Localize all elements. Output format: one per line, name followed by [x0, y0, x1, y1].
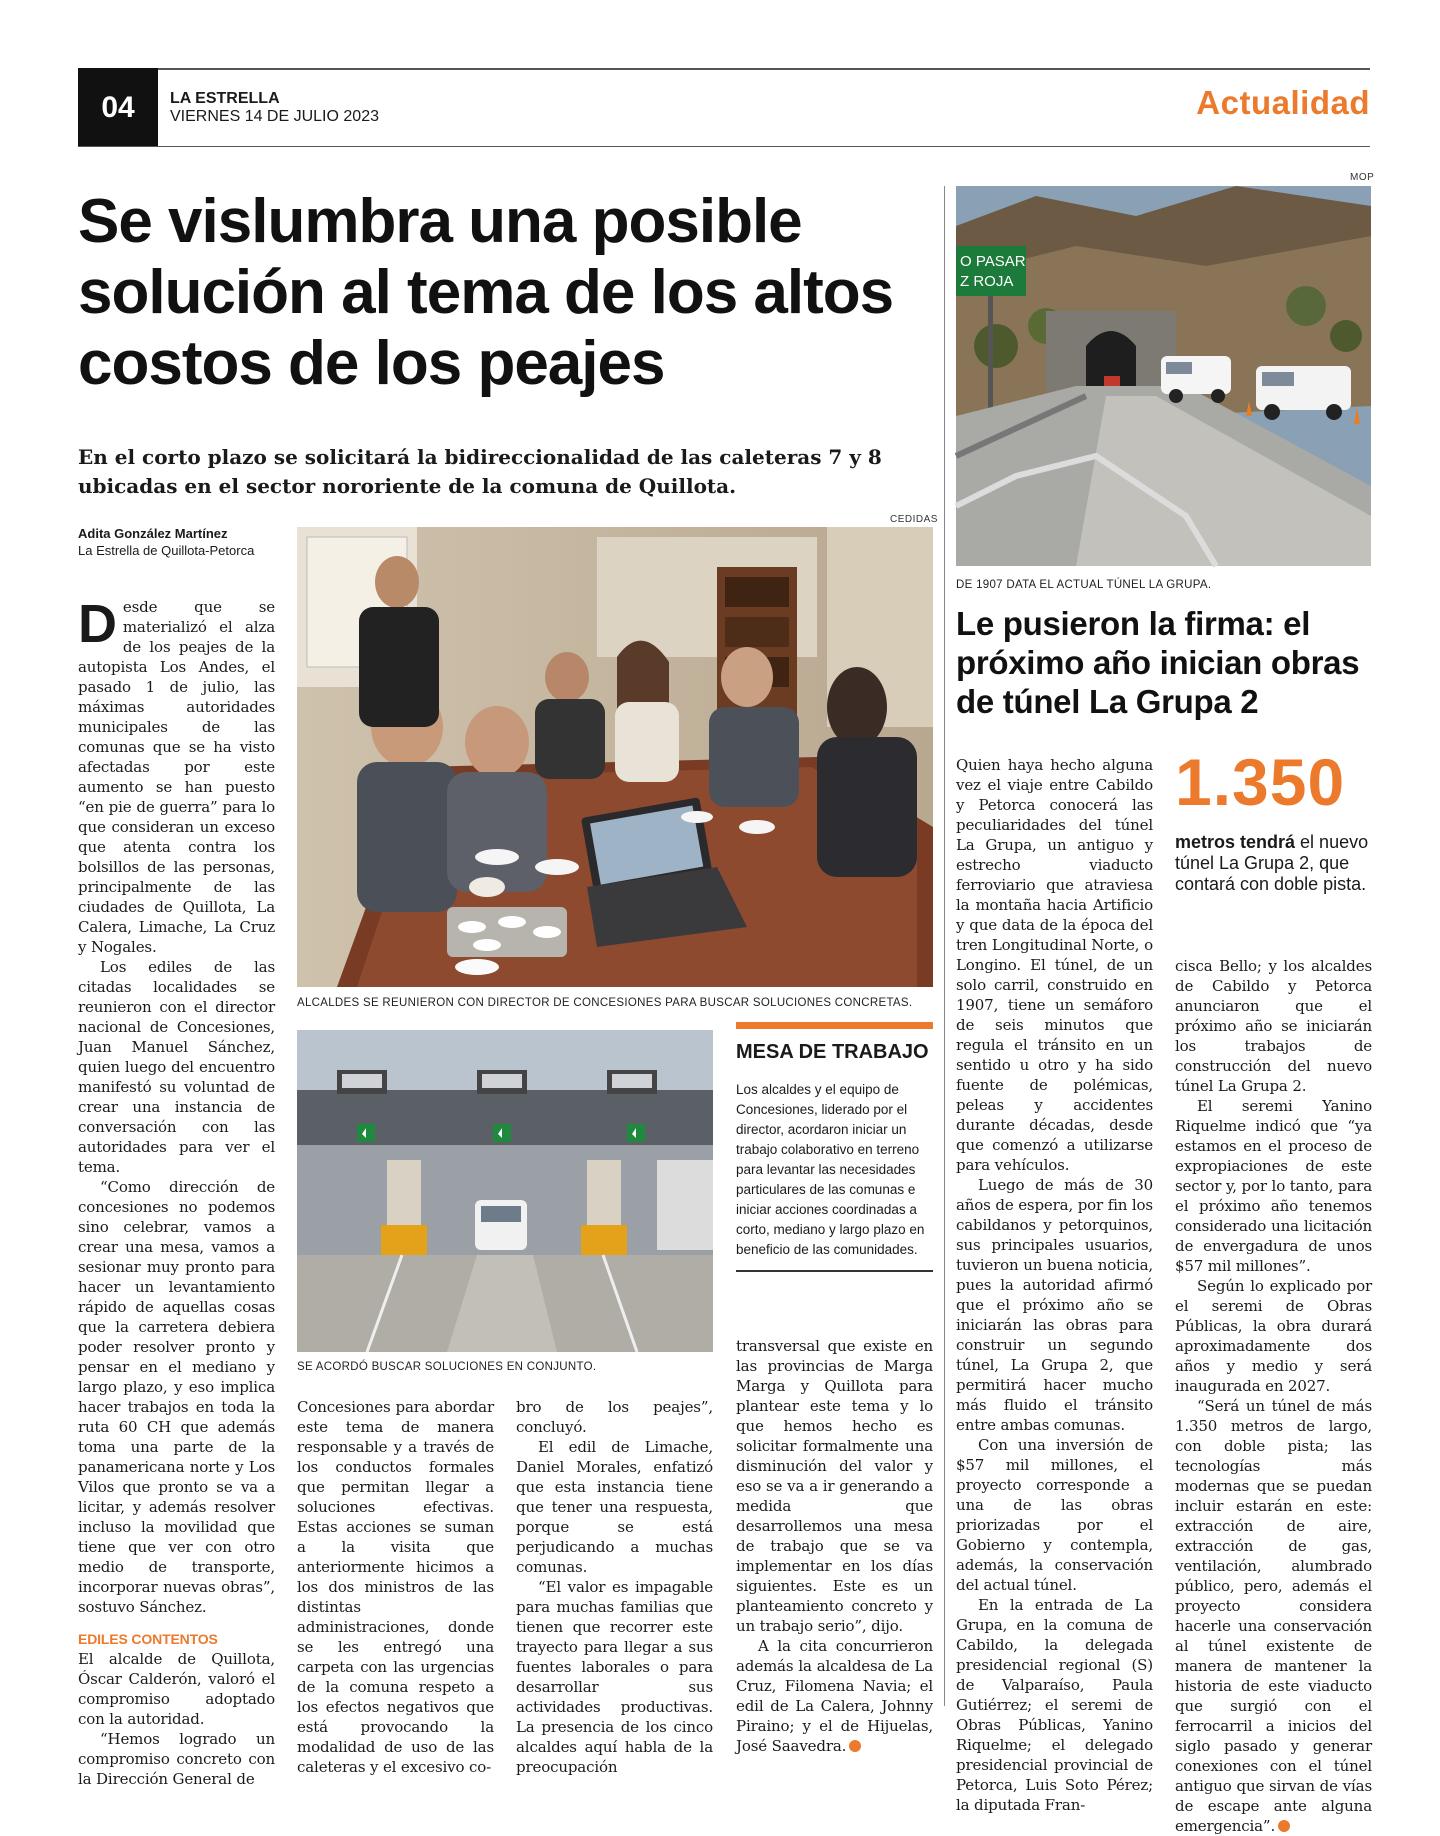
issue-date: VIERNES 14 DE JULIO 2023: [170, 108, 379, 125]
header-bottom-rule: [78, 146, 1370, 147]
article-column-1: [78, 594, 275, 1789]
sidebar-column-1: [956, 755, 1153, 1815]
big-number-bold: metros tendrá: [1175, 832, 1296, 852]
body-paragraph: Concesiones para abordar este tema de manera responsable y a través de los conductos formales que permitan llegar a soluciones efectivas. Estas acciones se suman a la visita que anteriormente hicimos a los dos ministros de las distintas administraciones, donde se les entregó una carpeta con las urgencias de la comuna respeto a los efectos negativos que está provocando la modalidad de uso de las caleteras y el excesivo co-: [297, 1398, 494, 1776]
toll-illustration: [297, 1030, 713, 1352]
body-paragraph: [736, 1636, 933, 1756]
closing-paragraph: “Será un túnel de más 1.350 metros de largo, con doble pista; las tecnologías más modernas que se puedan incluir estarán en este: extracción de aire, extracción de gas, ventilación, alumbrado público, pero, además el proyecto considera hacerle una conservación al túnel existente de manera de mantener la historia de este viaducto que surgió con el ferrocarril a inicios del siglo pasado y generar conexiones con el túnel antiguo que sirvan de vías de escape ante alguna emergencia”.: [1175, 1397, 1372, 1835]
mesa-de-trabajo-box: [736, 1022, 933, 1272]
column-divider: [944, 186, 945, 1706]
tunnel-illustration: [956, 186, 1371, 566]
body-paragraph: [1175, 1396, 1372, 1836]
end-mark-icon: [849, 1740, 861, 1752]
sidebar-column-2: [1175, 956, 1372, 1836]
sidebar-photo-caption: DE 1907 DATA EL ACTUAL TÚNEL LA GRUPA.: [956, 579, 1212, 591]
article-column-2: [297, 1397, 494, 1777]
body-paragraph: bro de los peajes”, concluyó.: [516, 1398, 713, 1436]
body-paragraph: “Como dirección de concesiones no podemos sino celebrar, vamos a crear una mesa, vamos a sesionar muy pronto para hacer un levantamiento rápido de aquellas cosas que la carretera debiera poder resolver pronto y pensar en el mediano y largo plazo, y eso implica hacer trabajos en toda la ruta 60 CH que además toma una parte de la panamericana norte y Los Vilos que pronto se va a licitar, y además resolver incluso la movilidad que tiene que ver con otro medio de transporte, incorporar nuevas obras”, sostuvo Sánchez.: [78, 1178, 275, 1616]
big-number-caption: [1175, 832, 1375, 895]
sidebar-photo-credit: MOP: [1350, 172, 1375, 183]
body-paragraph: Con una inversión de $57 mil millones, el proyecto corresponde a una de las obras priorizadas por el Gobierno y contempla, además, la conservación del actual túnel.: [956, 1436, 1153, 1594]
header-top-rule: [78, 68, 1370, 70]
body-paragraph: En la entrada de La Grupa, en la comuna de Cabildo, la delegada presidencial regional (S) de Valparaíso, Paula Gutiérrez; el seremi de Obras Públicas, Yanino Riquelme; el delegado presidencial provincial de Petorca, Luis Soto Pérez; la diputada Fran-: [956, 1596, 1153, 1814]
sign-text-2: Z ROJA: [960, 273, 1014, 290]
big-number: 1.350: [1175, 745, 1346, 819]
mesa-accent-bar: [736, 1022, 933, 1029]
article-headline: Se vislumbra una posible solución al tema de los altos costos de los peajes: [78, 187, 894, 398]
body-paragraph: Según lo explicado por el seremi de Obras Públicas, la obra durará aproximadamente dos años y medio y será inaugurada en 2027.: [1175, 1277, 1372, 1395]
meeting-photo: [297, 527, 933, 987]
article-deck: En el corto plazo se solicitará la bidireccionalidad de las caleteras 7 y 8 ubicadas en el sector nororiente de la comuna de Quillota.: [78, 445, 882, 498]
sidebar-headline: Le pusieron la firma: el próximo año inician obras de túnel La Grupa 2: [956, 605, 1360, 720]
body-paragraph: El alcalde de Quillota, Óscar Calderón, valoró el compromiso adoptado con la autoridad.: [78, 1650, 275, 1728]
photo1-credit: CEDIDAS: [890, 514, 938, 525]
meeting-illustration: [297, 527, 933, 987]
body-paragraph: Quien haya hecho alguna vez el viaje entre Cabildo y Petorca conocerá las peculiaridades del túnel La Grupa, un antiguo y estrecho viaducto ferroviario que atraviesa la montaña hacia Artificio y que data de la época del tren Longitudinal Norte, o Longino. El túnel, de un solo carril, construido en 1907, tiene un semáforo de seis minutos que regula el tránsito en un sentido u otro y ha sido fuente de polémicas, peleas y accidentes durante décadas, desde que comenzó a utilizarse para vehículos.: [956, 756, 1153, 1174]
photo1-caption: ALCALDES SE REUNIERON CON DIRECTOR DE CONCESIONES PARA BUSCAR SOLUCIONES CONCRETAS.: [297, 997, 913, 1009]
body-paragraph: esde que se materializó el alza de los peajes de la autopista Los Andes, el pasado 1 de julio, las máximas autoridades municipales de las comunas que se ha visto afectadas por este aumento se han puesto “en pie de guerra” para lo que consideran un exceso que atenta contra los bolsillos de las personas, principalmente de las ciudades de Quillota, La Calera, Limache, La Cruz y Nogales.: [78, 598, 275, 956]
page-number: 04: [78, 68, 158, 147]
section-name: Actualidad: [1196, 84, 1370, 121]
body-paragraph: Los ediles de las citadas localidades se reunieron con el director nacional de Concesiones, Juan Manuel Sánchez, quien luego del encuentro manifestó su voluntad de crear una instancia de conversación con las autoridades para ver el tema.: [78, 958, 275, 1176]
mesa-body: Los alcaldes y el equipo de Concesiones, liderado por el director, acordaron iniciar un trabajo colaborativo en terreno para levantar las necesidades particulares de las comunas e iniciar acciones coordinadas a corto, mediano y largo plazo en beneficio de las comunidades.: [736, 1082, 925, 1257]
newspaper-name: LA ESTRELLA: [170, 90, 280, 107]
body-paragraph: El edil de Limache, Daniel Morales, enfatizó que esta instancia tiene que tener una respuesta, porque se está perjudicando a muchas comunas.: [516, 1438, 713, 1576]
toll-photo: [297, 1030, 713, 1352]
body-paragraph: El seremi Yanino Riquelme indicó que “ya estamos en el proceso de expropiaciones de este sector y, por lo tanto, para el próximo año tenemos considerado una licitación de envergadura de unos $57 mil millones”.: [1175, 1097, 1372, 1275]
tunnel-photo: [956, 186, 1371, 566]
photo2-caption: SE ACORDÓ BUSCAR SOLUCIONES EN CONJUNTO.: [297, 1361, 597, 1373]
dropcap: D: [78, 594, 117, 654]
article-column-4: [736, 1336, 933, 1756]
big-number-text: el nuevo túnel La Grupa 2, que contará con doble pista.: [1175, 832, 1369, 894]
body-paragraph: cisca Bello; y los alcaldes de Cabildo y Petorca anunciaron que el próximo año se iniciarán los trabajos de construcción del nuevo túnel La Grupa 2.: [1175, 957, 1372, 1095]
author-name: Adita González Martínez: [78, 526, 228, 541]
sign-text-1: O PASAR: [960, 253, 1026, 270]
body-paragraph: “Hemos logrado un compromiso concreto con la Dirección General de: [78, 1730, 275, 1788]
mesa-bottom-rule: [736, 1270, 933, 1272]
article-column-3: [516, 1397, 713, 1777]
closing-paragraph: A la cita concurrieron además la alcaldesa de La Cruz, Filomena Navia; el edil de La Calera, Johnny Piraino; y el de Hijuelas, José Saavedra.: [736, 1637, 933, 1755]
author-affiliation: La Estrella de Quillota-Petorca: [78, 543, 255, 558]
mesa-title: MESA DE TRABAJO: [736, 1041, 929, 1063]
end-mark-icon: [1278, 1820, 1290, 1832]
body-paragraph: transversal que existe en las provincias de Marga Marga y Quillota para plantear este tema y lo que hemos hecho es solicitar formalmente una disminución del valor y eso se va a ir generando a medida que desarrollemos una mesa de trabajo que se va implementar en los días siguientes. Este es un planteamiento concreto y un trabajo serio”, dijo.: [736, 1337, 933, 1635]
body-paragraph: “El valor es impagable para muchas familias que tienen que recorrer este trayecto para llegar a sus fuentes laborales o para desarrollar sus actividades productivas. La presencia de los cinco alcaldes aquí habla de la preocupación: [516, 1578, 713, 1776]
subheading: EDILES CONTENTOS: [78, 1631, 218, 1647]
body-paragraph: Luego de más de 30 años de espera, por fin los cabildanos y petorquinos, sus principales usuarios, tuvieron un buena noticia, pues la autoridad afirmó que el próximo año se iniciarán las obras para construir un segundo túnel, La Grupa 2, que permitirá hacer mucho más fluido el tránsito entre ambas comunas.: [956, 1176, 1153, 1434]
